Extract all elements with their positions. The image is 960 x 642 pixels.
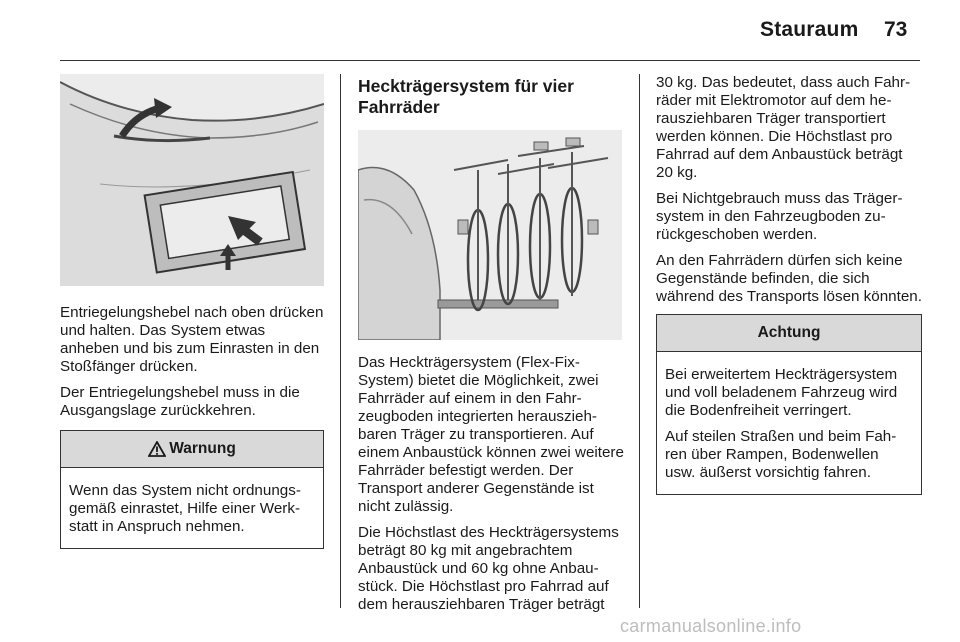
watermark: carmanualsonline.info bbox=[620, 616, 802, 636]
column-divider bbox=[340, 74, 341, 608]
caution-title: Achtung bbox=[757, 324, 821, 341]
caution-header bbox=[657, 315, 921, 352]
page-header bbox=[0, 0, 960, 60]
page-number: 73 bbox=[884, 18, 908, 41]
warning-title: Warnung bbox=[169, 440, 236, 457]
paragraph: Der Entriegelungshebel muss in die Ausgangslage zurückkehren. bbox=[60, 384, 300, 419]
paragraph: An den Fahrrädern dürfen sich keine Gegenstände befinden, die sich während des Transports lösen könnten. bbox=[656, 252, 922, 305]
section-heading: Heckträgersystem für vier Fahrräder bbox=[358, 76, 574, 117]
section-title: Stauraum bbox=[760, 18, 859, 41]
warning-triangle-icon bbox=[148, 441, 166, 457]
caution-box bbox=[656, 314, 922, 495]
caution-text: Auf steilen Straßen und beim Fahren über Rampen, Bodenwellen usw. äußerst vorsichtig fahren. bbox=[665, 428, 897, 481]
header-rule bbox=[60, 60, 920, 61]
paragraph: Bei Nichtgebrauch muss das Trägersystem in den Fahrzeugboden zurückgeschoben werden. bbox=[656, 190, 903, 243]
caution-text: Bei erweitertem Heckträgersystem und voll beladenem Fahrzeug wird die Bodenfreiheit verringert. bbox=[665, 366, 898, 419]
column-divider bbox=[639, 74, 640, 608]
tailgate-release-lever-illustration bbox=[60, 74, 324, 286]
column-3 bbox=[656, 74, 922, 495]
warning-text: Wenn das System nicht ordnungsgemäß einrastet, Hilfe einer Werkstatt in Anspruch nehmen. bbox=[69, 482, 301, 535]
column-1 bbox=[60, 74, 324, 549]
warning-header bbox=[61, 431, 323, 468]
four-bike-carrier-illustration bbox=[358, 130, 622, 340]
paragraph: 30 kg. Das bedeutet, dass auch Fahrräder mit Elektromotor auf dem herausziehbaren Träger transportiert werden können. Die Höchstlast pro Fahrrad auf dem Anbaustück beträgt 20 kg. bbox=[656, 74, 911, 181]
paragraph: Entriegelungshebel nach oben drücken und halten. Das System etwas anheben und bis zum Einrasten in den Stoßfänger drücken. bbox=[60, 304, 324, 375]
column-2 bbox=[358, 74, 624, 622]
paragraph: Die Höchstlast des Heckträgersystems beträgt 80 kg mit angebrachtem Anbaustück und 60 kg ohne Anbaustück. Die Höchstlast pro Fahrrad auf dem herausziehbaren Träger beträgt bbox=[358, 524, 619, 613]
paragraph: Das Heckträgersystem (Flex-Fix-System) bietet die Möglichkeit, zwei Fahrräder auf einem in den Fahrzeugboden integrierten herausziehbaren Träger zu transportieren. Auf einem Anbaustück können zwei weitere Fahrräder befestigt werden. Der Transport anderer Gegenstände ist nicht zulässig. bbox=[358, 354, 624, 515]
warning-box bbox=[60, 430, 324, 549]
